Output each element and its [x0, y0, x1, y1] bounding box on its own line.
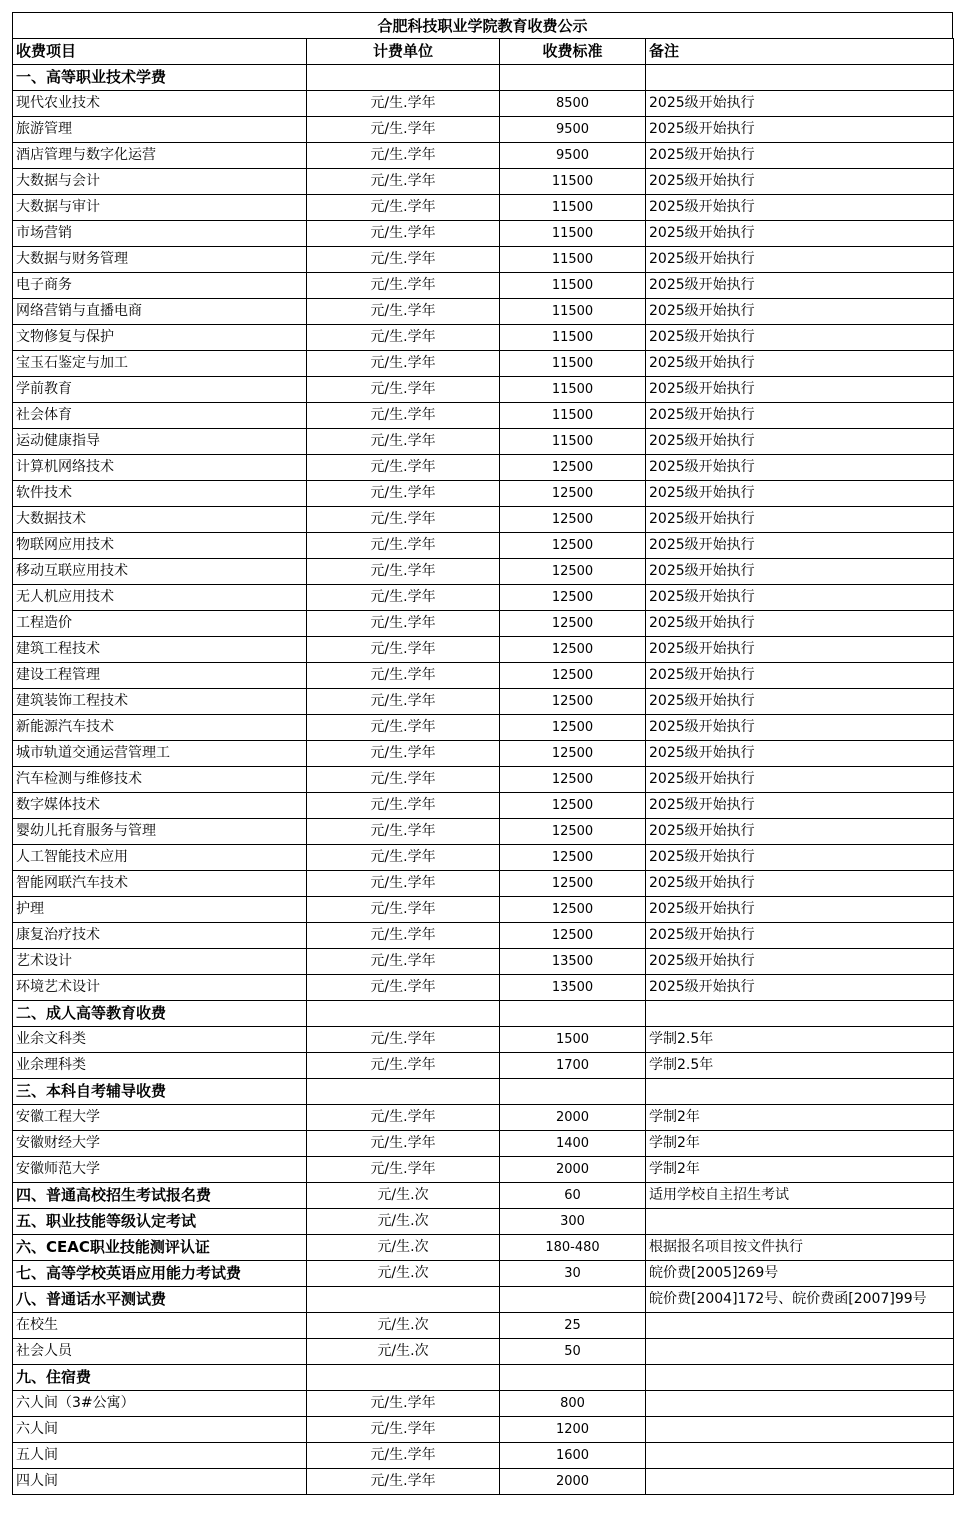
- cell-item: 五人间: [13, 1443, 307, 1469]
- cell-item: 学前教育: [13, 377, 307, 403]
- cell-item: 汽车检测与维修技术: [13, 767, 307, 793]
- table-row: [13, 871, 954, 897]
- cell-item: 社会体育: [13, 403, 307, 429]
- cell-item: 建筑装饰工程技术: [13, 689, 307, 715]
- table-row: [13, 559, 954, 585]
- cell-item: 宝玉石鉴定与加工: [13, 351, 307, 377]
- cell-note: 2025级开始执行: [646, 507, 954, 533]
- section-row: [13, 1001, 954, 1027]
- cell-item: 安徽师范大学: [13, 1157, 307, 1183]
- cell-note: 2025级开始执行: [646, 143, 954, 169]
- cell-fee: 12500: [500, 559, 646, 585]
- cell-unit: 元/生.学年: [307, 325, 500, 351]
- cell-item: 大数据技术: [13, 507, 307, 533]
- table-row: [13, 1053, 954, 1079]
- cell-fee: 12500: [500, 741, 646, 767]
- cell-unit: 元/生.学年: [307, 1417, 500, 1443]
- table-row: [13, 221, 954, 247]
- table-row: [13, 1469, 954, 1495]
- cell-unit: 元/生.学年: [307, 533, 500, 559]
- cell-fee: [500, 1079, 646, 1105]
- cell-fee: 30: [500, 1261, 646, 1287]
- cell-fee: 11500: [500, 273, 646, 299]
- cell-fee: 12500: [500, 611, 646, 637]
- cell-note: 2025级开始执行: [646, 429, 954, 455]
- section-row: [13, 1261, 954, 1287]
- cell-unit: 元/生.学年: [307, 1391, 500, 1417]
- cell-note: 2025级开始执行: [646, 975, 954, 1001]
- cell-unit: 元/生.学年: [307, 1131, 500, 1157]
- cell-fee: 12500: [500, 689, 646, 715]
- section-row: [13, 1287, 954, 1313]
- cell-fee: 11500: [500, 429, 646, 455]
- cell-unit: 元/生.学年: [307, 767, 500, 793]
- cell-unit: 元/生.学年: [307, 169, 500, 195]
- cell-unit: [307, 1287, 500, 1313]
- cell-unit: 元/生.学年: [307, 455, 500, 481]
- cell-unit: 元/生.学年: [307, 273, 500, 299]
- cell-item: 建设工程管理: [13, 663, 307, 689]
- cell-unit: 元/生.次: [307, 1183, 500, 1209]
- cell-unit: 元/生.学年: [307, 715, 500, 741]
- table-row: [13, 455, 954, 481]
- cell-fee: 12500: [500, 897, 646, 923]
- cell-note: [646, 1209, 954, 1235]
- cell-item: 四人间: [13, 1469, 307, 1495]
- cell-note: 2025级开始执行: [646, 195, 954, 221]
- cell-fee: 12500: [500, 923, 646, 949]
- table-row: [13, 637, 954, 663]
- cell-note: 2025级开始执行: [646, 637, 954, 663]
- table-row: [13, 741, 954, 767]
- cell-note: [646, 65, 954, 91]
- cell-note: 2025级开始执行: [646, 377, 954, 403]
- cell-unit: 元/生.学年: [307, 299, 500, 325]
- table-row: [13, 793, 954, 819]
- header-fee: 收费标准: [500, 39, 646, 65]
- cell-fee: 1400: [500, 1131, 646, 1157]
- cell-fee: 1200: [500, 1417, 646, 1443]
- table-row: [13, 715, 954, 741]
- cell-item: 艺术设计: [13, 949, 307, 975]
- table-row: [13, 429, 954, 455]
- cell-fee: 12500: [500, 819, 646, 845]
- cell-item: 电子商务: [13, 273, 307, 299]
- cell-note: 2025级开始执行: [646, 819, 954, 845]
- cell-item: 护理: [13, 897, 307, 923]
- cell-fee: 12500: [500, 663, 646, 689]
- cell-item: 旅游管理: [13, 117, 307, 143]
- cell-fee: 13500: [500, 949, 646, 975]
- cell-fee: 11500: [500, 169, 646, 195]
- cell-unit: 元/生.学年: [307, 949, 500, 975]
- cell-unit: 元/生.学年: [307, 1157, 500, 1183]
- cell-unit: 元/生.学年: [307, 377, 500, 403]
- cell-item: 市场营销: [13, 221, 307, 247]
- cell-unit: 元/生.学年: [307, 793, 500, 819]
- cell-fee: 180-480: [500, 1235, 646, 1261]
- section-row: [13, 1183, 954, 1209]
- cell-unit: 元/生.学年: [307, 637, 500, 663]
- cell-fee: 11500: [500, 221, 646, 247]
- section-row: [13, 65, 954, 91]
- cell-unit: 元/生.学年: [307, 247, 500, 273]
- cell-item: 工程造价: [13, 611, 307, 637]
- cell-unit: [307, 1365, 500, 1391]
- cell-fee: 11500: [500, 377, 646, 403]
- cell-item: 移动互联应用技术: [13, 559, 307, 585]
- cell-fee: [500, 1001, 646, 1027]
- cell-unit: 元/生.次: [307, 1209, 500, 1235]
- cell-item: 运动健康指导: [13, 429, 307, 455]
- cell-note: 2025级开始执行: [646, 611, 954, 637]
- cell-fee: 25: [500, 1313, 646, 1339]
- cell-item: 数字媒体技术: [13, 793, 307, 819]
- page-title: 合肥科技职业学院教育收费公示: [12, 12, 953, 38]
- cell-unit: 元/生.学年: [307, 1027, 500, 1053]
- cell-item: 网络营销与直播电商: [13, 299, 307, 325]
- cell-fee: 2000: [500, 1105, 646, 1131]
- cell-fee: 9500: [500, 117, 646, 143]
- cell-fee: 12500: [500, 455, 646, 481]
- table-row: [13, 91, 954, 117]
- fee-table-body: [13, 65, 954, 1495]
- cell-note: 2025级开始执行: [646, 949, 954, 975]
- section-row: [13, 1209, 954, 1235]
- cell-note: 2025级开始执行: [646, 871, 954, 897]
- cell-unit: 元/生.学年: [307, 585, 500, 611]
- cell-fee: 12500: [500, 585, 646, 611]
- cell-note: 2025级开始执行: [646, 585, 954, 611]
- cell-unit: 元/生.学年: [307, 897, 500, 923]
- table-row: [13, 247, 954, 273]
- table-row: [13, 481, 954, 507]
- cell-item: 文物修复与保护: [13, 325, 307, 351]
- cell-note: [646, 1391, 954, 1417]
- cell-unit: 元/生.学年: [307, 559, 500, 585]
- cell-unit: 元/生.学年: [307, 143, 500, 169]
- cell-item: 现代农业技术: [13, 91, 307, 117]
- cell-item: 婴幼儿托育服务与管理: [13, 819, 307, 845]
- cell-note: 学制2.5年: [646, 1053, 954, 1079]
- header-item: 收费项目: [13, 39, 307, 65]
- cell-fee: 2000: [500, 1469, 646, 1495]
- cell-note: 2025级开始执行: [646, 559, 954, 585]
- table-row: [13, 377, 954, 403]
- cell-unit: 元/生.学年: [307, 351, 500, 377]
- cell-fee: 12500: [500, 507, 646, 533]
- table-row: [13, 1105, 954, 1131]
- cell-unit: [307, 65, 500, 91]
- cell-note: 2025级开始执行: [646, 299, 954, 325]
- section-row: [13, 1365, 954, 1391]
- table-row: [13, 351, 954, 377]
- cell-fee: 12500: [500, 845, 646, 871]
- cell-note: 根据报名项目按文件执行: [646, 1235, 954, 1261]
- cell-item: 社会人员: [13, 1339, 307, 1365]
- table-row: [13, 897, 954, 923]
- cell-note: 学制2.5年: [646, 1027, 954, 1053]
- cell-fee: 11500: [500, 403, 646, 429]
- cell-note: 2025级开始执行: [646, 247, 954, 273]
- table-row: [13, 975, 954, 1001]
- cell-fee: 13500: [500, 975, 646, 1001]
- fee-table: [12, 38, 954, 1495]
- cell-unit: 元/生.学年: [307, 91, 500, 117]
- cell-note: 2025级开始执行: [646, 169, 954, 195]
- header-unit: 计费单位: [307, 39, 500, 65]
- cell-item: 业余文科类: [13, 1027, 307, 1053]
- cell-unit: 元/生.学年: [307, 741, 500, 767]
- cell-item: 五、职业技能等级认定考试: [13, 1209, 307, 1235]
- cell-item: 三、本科自考辅导收费: [13, 1079, 307, 1105]
- fee-sheet: [12, 12, 953, 1495]
- cell-fee: 800: [500, 1391, 646, 1417]
- cell-unit: 元/生.学年: [307, 1443, 500, 1469]
- table-row: [13, 689, 954, 715]
- cell-fee: 300: [500, 1209, 646, 1235]
- cell-fee: [500, 65, 646, 91]
- cell-note: [646, 1313, 954, 1339]
- table-row: [13, 273, 954, 299]
- section-row: [13, 1079, 954, 1105]
- cell-item: 计算机网络技术: [13, 455, 307, 481]
- table-row: [13, 1313, 954, 1339]
- cell-item: 七、高等学校英语应用能力考试费: [13, 1261, 307, 1287]
- cell-unit: 元/生.次: [307, 1339, 500, 1365]
- cell-unit: 元/生.学年: [307, 1053, 500, 1079]
- table-row: [13, 663, 954, 689]
- cell-item: 大数据与审计: [13, 195, 307, 221]
- cell-fee: 9500: [500, 143, 646, 169]
- table-row: [13, 1443, 954, 1469]
- section-row: [13, 1235, 954, 1261]
- cell-note: 2025级开始执行: [646, 741, 954, 767]
- cell-note: 2025级开始执行: [646, 91, 954, 117]
- cell-fee: [500, 1287, 646, 1313]
- cell-fee: 11500: [500, 325, 646, 351]
- cell-item: 新能源汽车技术: [13, 715, 307, 741]
- cell-note: [646, 1443, 954, 1469]
- cell-item: 城市轨道交通运营管理工: [13, 741, 307, 767]
- table-row: [13, 507, 954, 533]
- cell-note: [646, 1417, 954, 1443]
- cell-note: 皖价费[2005]269号: [646, 1261, 954, 1287]
- cell-fee: 11500: [500, 247, 646, 273]
- cell-fee: 12500: [500, 793, 646, 819]
- cell-item: 大数据与会计: [13, 169, 307, 195]
- table-row: [13, 819, 954, 845]
- cell-item: 物联网应用技术: [13, 533, 307, 559]
- cell-fee: 12500: [500, 767, 646, 793]
- table-row: [13, 923, 954, 949]
- cell-fee: 12500: [500, 637, 646, 663]
- table-row: [13, 403, 954, 429]
- table-row: [13, 325, 954, 351]
- cell-item: 一、高等职业技术学费: [13, 65, 307, 91]
- cell-unit: 元/生.学年: [307, 403, 500, 429]
- cell-note: 学制2年: [646, 1131, 954, 1157]
- table-row: [13, 1339, 954, 1365]
- cell-note: 2025级开始执行: [646, 793, 954, 819]
- cell-item: 九、住宿费: [13, 1365, 307, 1391]
- cell-note: [646, 1365, 954, 1391]
- table-row: [13, 1157, 954, 1183]
- cell-note: 2025级开始执行: [646, 117, 954, 143]
- cell-item: 六人间: [13, 1417, 307, 1443]
- cell-note: 2025级开始执行: [646, 663, 954, 689]
- cell-unit: 元/生.学年: [307, 481, 500, 507]
- cell-note: 2025级开始执行: [646, 533, 954, 559]
- table-header-row: [13, 39, 954, 65]
- cell-unit: 元/生.学年: [307, 1105, 500, 1131]
- cell-note: 2025级开始执行: [646, 923, 954, 949]
- cell-fee: 12500: [500, 715, 646, 741]
- cell-note: 2025级开始执行: [646, 351, 954, 377]
- cell-fee: 12500: [500, 533, 646, 559]
- cell-note: 适用学校自主招生考试: [646, 1183, 954, 1209]
- cell-fee: 11500: [500, 351, 646, 377]
- cell-item: 安徽工程大学: [13, 1105, 307, 1131]
- table-row: [13, 195, 954, 221]
- cell-item: 安徽财经大学: [13, 1131, 307, 1157]
- cell-item: 大数据与财务管理: [13, 247, 307, 273]
- cell-note: [646, 1001, 954, 1027]
- cell-item: 在校生: [13, 1313, 307, 1339]
- cell-item: 软件技术: [13, 481, 307, 507]
- cell-fee: 12500: [500, 481, 646, 507]
- table-row: [13, 767, 954, 793]
- cell-fee: 12500: [500, 871, 646, 897]
- table-row: [13, 169, 954, 195]
- cell-item: 人工智能技术应用: [13, 845, 307, 871]
- cell-unit: 元/生.学年: [307, 845, 500, 871]
- cell-note: 2025级开始执行: [646, 221, 954, 247]
- cell-fee: 8500: [500, 91, 646, 117]
- cell-item: 二、成人高等教育收费: [13, 1001, 307, 1027]
- cell-item: 康复治疗技术: [13, 923, 307, 949]
- cell-unit: 元/生.学年: [307, 1469, 500, 1495]
- cell-note: 2025级开始执行: [646, 689, 954, 715]
- cell-unit: 元/生.学年: [307, 429, 500, 455]
- cell-item: 六人间（3#公寓）: [13, 1391, 307, 1417]
- cell-item: 智能网联汽车技术: [13, 871, 307, 897]
- cell-unit: 元/生.学年: [307, 871, 500, 897]
- cell-fee: [500, 1365, 646, 1391]
- table-row: [13, 949, 954, 975]
- table-row: [13, 1391, 954, 1417]
- cell-note: 2025级开始执行: [646, 481, 954, 507]
- cell-unit: 元/生.次: [307, 1261, 500, 1287]
- cell-note: 2025级开始执行: [646, 273, 954, 299]
- cell-unit: 元/生.学年: [307, 663, 500, 689]
- cell-unit: 元/生.学年: [307, 507, 500, 533]
- table-row: [13, 585, 954, 611]
- cell-unit: 元/生.次: [307, 1235, 500, 1261]
- cell-item: 四、普通高校招生考试报名费: [13, 1183, 307, 1209]
- cell-note: [646, 1339, 954, 1365]
- table-row: [13, 611, 954, 637]
- cell-note: 学制2年: [646, 1157, 954, 1183]
- cell-unit: 元/生.学年: [307, 975, 500, 1001]
- cell-fee: 11500: [500, 299, 646, 325]
- table-row: [13, 845, 954, 871]
- cell-fee: 1500: [500, 1027, 646, 1053]
- cell-unit: [307, 1001, 500, 1027]
- cell-note: [646, 1079, 954, 1105]
- cell-note: 学制2年: [646, 1105, 954, 1131]
- table-row: [13, 299, 954, 325]
- table-row: [13, 1417, 954, 1443]
- cell-unit: 元/生.学年: [307, 923, 500, 949]
- cell-item: 酒店管理与数字化运营: [13, 143, 307, 169]
- cell-unit: 元/生.学年: [307, 221, 500, 247]
- cell-note: 2025级开始执行: [646, 455, 954, 481]
- cell-item: 环境艺术设计: [13, 975, 307, 1001]
- cell-note: 2025级开始执行: [646, 325, 954, 351]
- table-row: [13, 117, 954, 143]
- cell-fee: 1600: [500, 1443, 646, 1469]
- cell-fee: 50: [500, 1339, 646, 1365]
- cell-unit: 元/生.学年: [307, 689, 500, 715]
- cell-note: 2025级开始执行: [646, 897, 954, 923]
- cell-fee: 11500: [500, 195, 646, 221]
- table-row: [13, 143, 954, 169]
- table-row: [13, 533, 954, 559]
- cell-unit: 元/生.学年: [307, 117, 500, 143]
- cell-note: 2025级开始执行: [646, 767, 954, 793]
- cell-note: 2025级开始执行: [646, 715, 954, 741]
- cell-item: 八、普通话水平测试费: [13, 1287, 307, 1313]
- cell-note: 2025级开始执行: [646, 403, 954, 429]
- cell-item: 建筑工程技术: [13, 637, 307, 663]
- cell-unit: 元/生.学年: [307, 195, 500, 221]
- table-row: [13, 1027, 954, 1053]
- cell-fee: 1700: [500, 1053, 646, 1079]
- cell-item: 六、CEAC职业技能测评认证: [13, 1235, 307, 1261]
- cell-note: [646, 1469, 954, 1495]
- cell-unit: 元/生.学年: [307, 819, 500, 845]
- cell-note: 2025级开始执行: [646, 845, 954, 871]
- cell-item: 业余理科类: [13, 1053, 307, 1079]
- cell-note: 皖价费[2004]172号、皖价费函[2007]99号: [646, 1287, 954, 1313]
- cell-fee: 60: [500, 1183, 646, 1209]
- table-row: [13, 1131, 954, 1157]
- cell-item: 无人机应用技术: [13, 585, 307, 611]
- cell-unit: 元/生.次: [307, 1313, 500, 1339]
- cell-fee: 2000: [500, 1157, 646, 1183]
- cell-unit: [307, 1079, 500, 1105]
- header-note: 备注: [646, 39, 954, 65]
- cell-unit: 元/生.学年: [307, 611, 500, 637]
